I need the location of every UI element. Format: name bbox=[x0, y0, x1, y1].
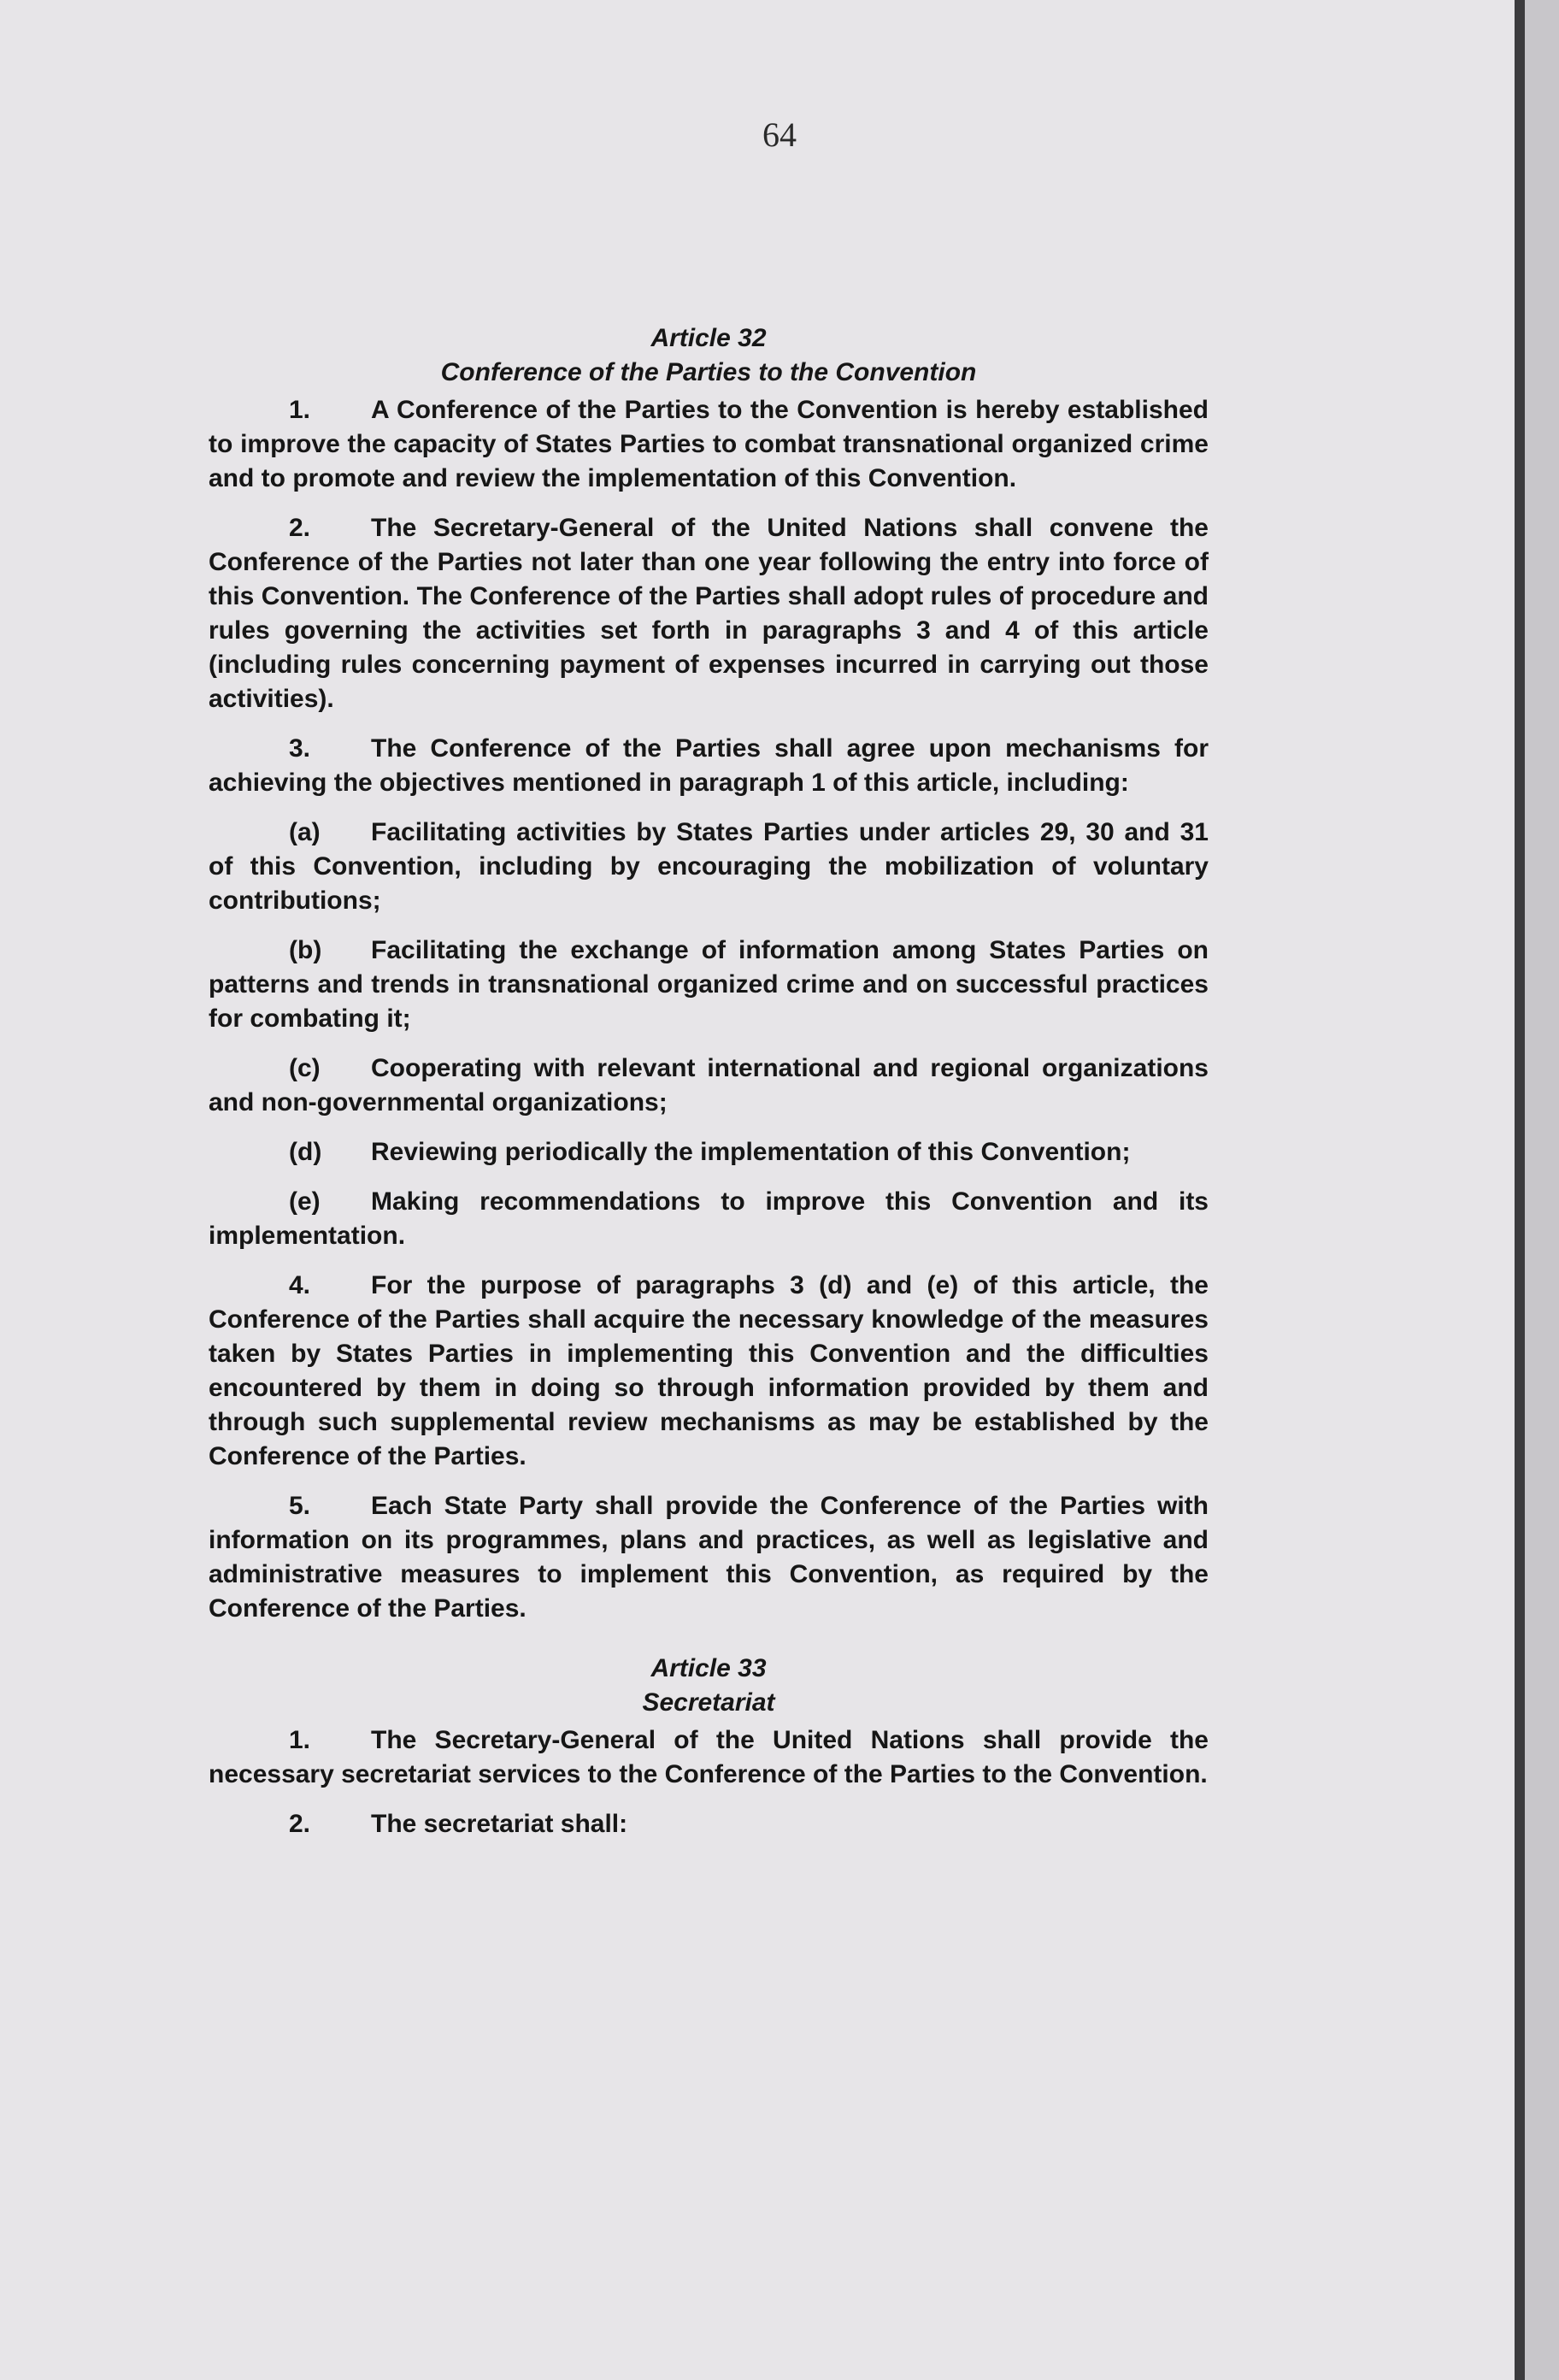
item-letter: (d) bbox=[289, 1138, 322, 1166]
item-letter: (a) bbox=[289, 818, 321, 846]
paragraph-number: 4. bbox=[289, 1271, 311, 1299]
page-edge-background bbox=[1525, 0, 1559, 2380]
paragraph-number: 2. bbox=[289, 1810, 311, 1838]
paragraph-number: 3. bbox=[289, 734, 311, 763]
item-text: Facilitating activities by States Parties under articles 29, 30 and 31 of this Convention, including by encouraging the mobilization of voluntary contributions; bbox=[209, 818, 1209, 915]
item-text: Cooperating with relevant international and regional organizations and non-governmental organizations; bbox=[209, 1054, 1209, 1116]
paragraph-number: 1. bbox=[289, 1726, 311, 1754]
article-33-paragraph-2 bbox=[209, 1807, 1209, 1841]
paragraph-text: For the purpose of paragraphs 3 (d) and (e) of this article, the Conference of the Parties shall acquire the necessary knowledge of the measures taken by States Parties in implementing this Convention and the difficulties encountered by them in doing so through information provided by them and through such supplemental review mechanisms as may be established by the Conference of the Parties. bbox=[209, 1271, 1209, 1470]
paragraph-number: 5. bbox=[289, 1492, 311, 1520]
page-number: 64 bbox=[762, 115, 797, 154]
paragraph-text: The secretariat shall: bbox=[371, 1810, 628, 1838]
document-body bbox=[209, 321, 1209, 1857]
article-32-paragraph-1 bbox=[209, 393, 1209, 496]
page-edge-shadow bbox=[1515, 0, 1525, 2380]
item-text: Reviewing periodically the implementation of this Convention; bbox=[371, 1138, 1131, 1166]
article-32-title: Article 32 bbox=[650, 324, 767, 352]
paragraph-number: 1. bbox=[289, 396, 311, 424]
paragraph-text: A Conference of the Parties to the Convention is hereby established to improve the capacity of States Parties to combat transnational organized crime and to promote and review the implementation of this Convention. bbox=[209, 396, 1209, 492]
article-32-item-a bbox=[209, 816, 1209, 918]
article-33-paragraph-1 bbox=[209, 1723, 1209, 1792]
article-33-title: Article 33 bbox=[650, 1654, 767, 1682]
article-32-paragraph-4 bbox=[209, 1269, 1209, 1474]
item-letter: (c) bbox=[289, 1054, 321, 1082]
article-32-item-c bbox=[209, 1052, 1209, 1120]
article-32-paragraph-2 bbox=[209, 511, 1209, 716]
item-letter: (e) bbox=[289, 1187, 321, 1216]
item-text: Facilitating the exchange of information among States Parties on patterns and trends in transnational organized crime and on successful practices for combating it; bbox=[209, 936, 1209, 1033]
article-32-subtitle: Conference of the Parties to the Convention bbox=[440, 358, 977, 386]
paragraph-text: The Secretary-General of the United Nations shall provide the necessary secretariat services to the Conference of the Parties to the Convention. bbox=[209, 1726, 1209, 1788]
item-text: Making recommendations to improve this Convention and its implementation. bbox=[209, 1187, 1209, 1250]
article-32-paragraph-5 bbox=[209, 1489, 1209, 1626]
paragraph-text: The Conference of the Parties shall agree upon mechanisms for achieving the objectives mentioned in paragraph 1 of this article, including: bbox=[209, 734, 1209, 797]
item-letter: (b) bbox=[289, 936, 322, 964]
article-32-item-d bbox=[209, 1135, 1209, 1169]
article-33-subtitle: Secretariat bbox=[642, 1688, 775, 1717]
article-32-item-e bbox=[209, 1185, 1209, 1253]
article-32-item-b bbox=[209, 934, 1209, 1036]
article-32-paragraph-3 bbox=[209, 732, 1209, 800]
paragraph-text: The Secretary-General of the United Nations shall convene the Conference of the Parties not later than one year following the entry into force of this Convention. The Conference of the Parties shall adopt rules of procedure and rules governing the activities set forth in paragraphs 3 and 4 of this article (including rules concerning payment of expenses incurred in carrying out those activities). bbox=[209, 514, 1209, 713]
paragraph-text: Each State Party shall provide the Conference of the Parties with information on its programmes, plans and practices, as well as legislative and administrative measures to implement this Convention, as required by the Conference of the Parties. bbox=[209, 1492, 1209, 1623]
paragraph-number: 2. bbox=[289, 514, 311, 542]
article-spacer bbox=[209, 1641, 1209, 1652]
